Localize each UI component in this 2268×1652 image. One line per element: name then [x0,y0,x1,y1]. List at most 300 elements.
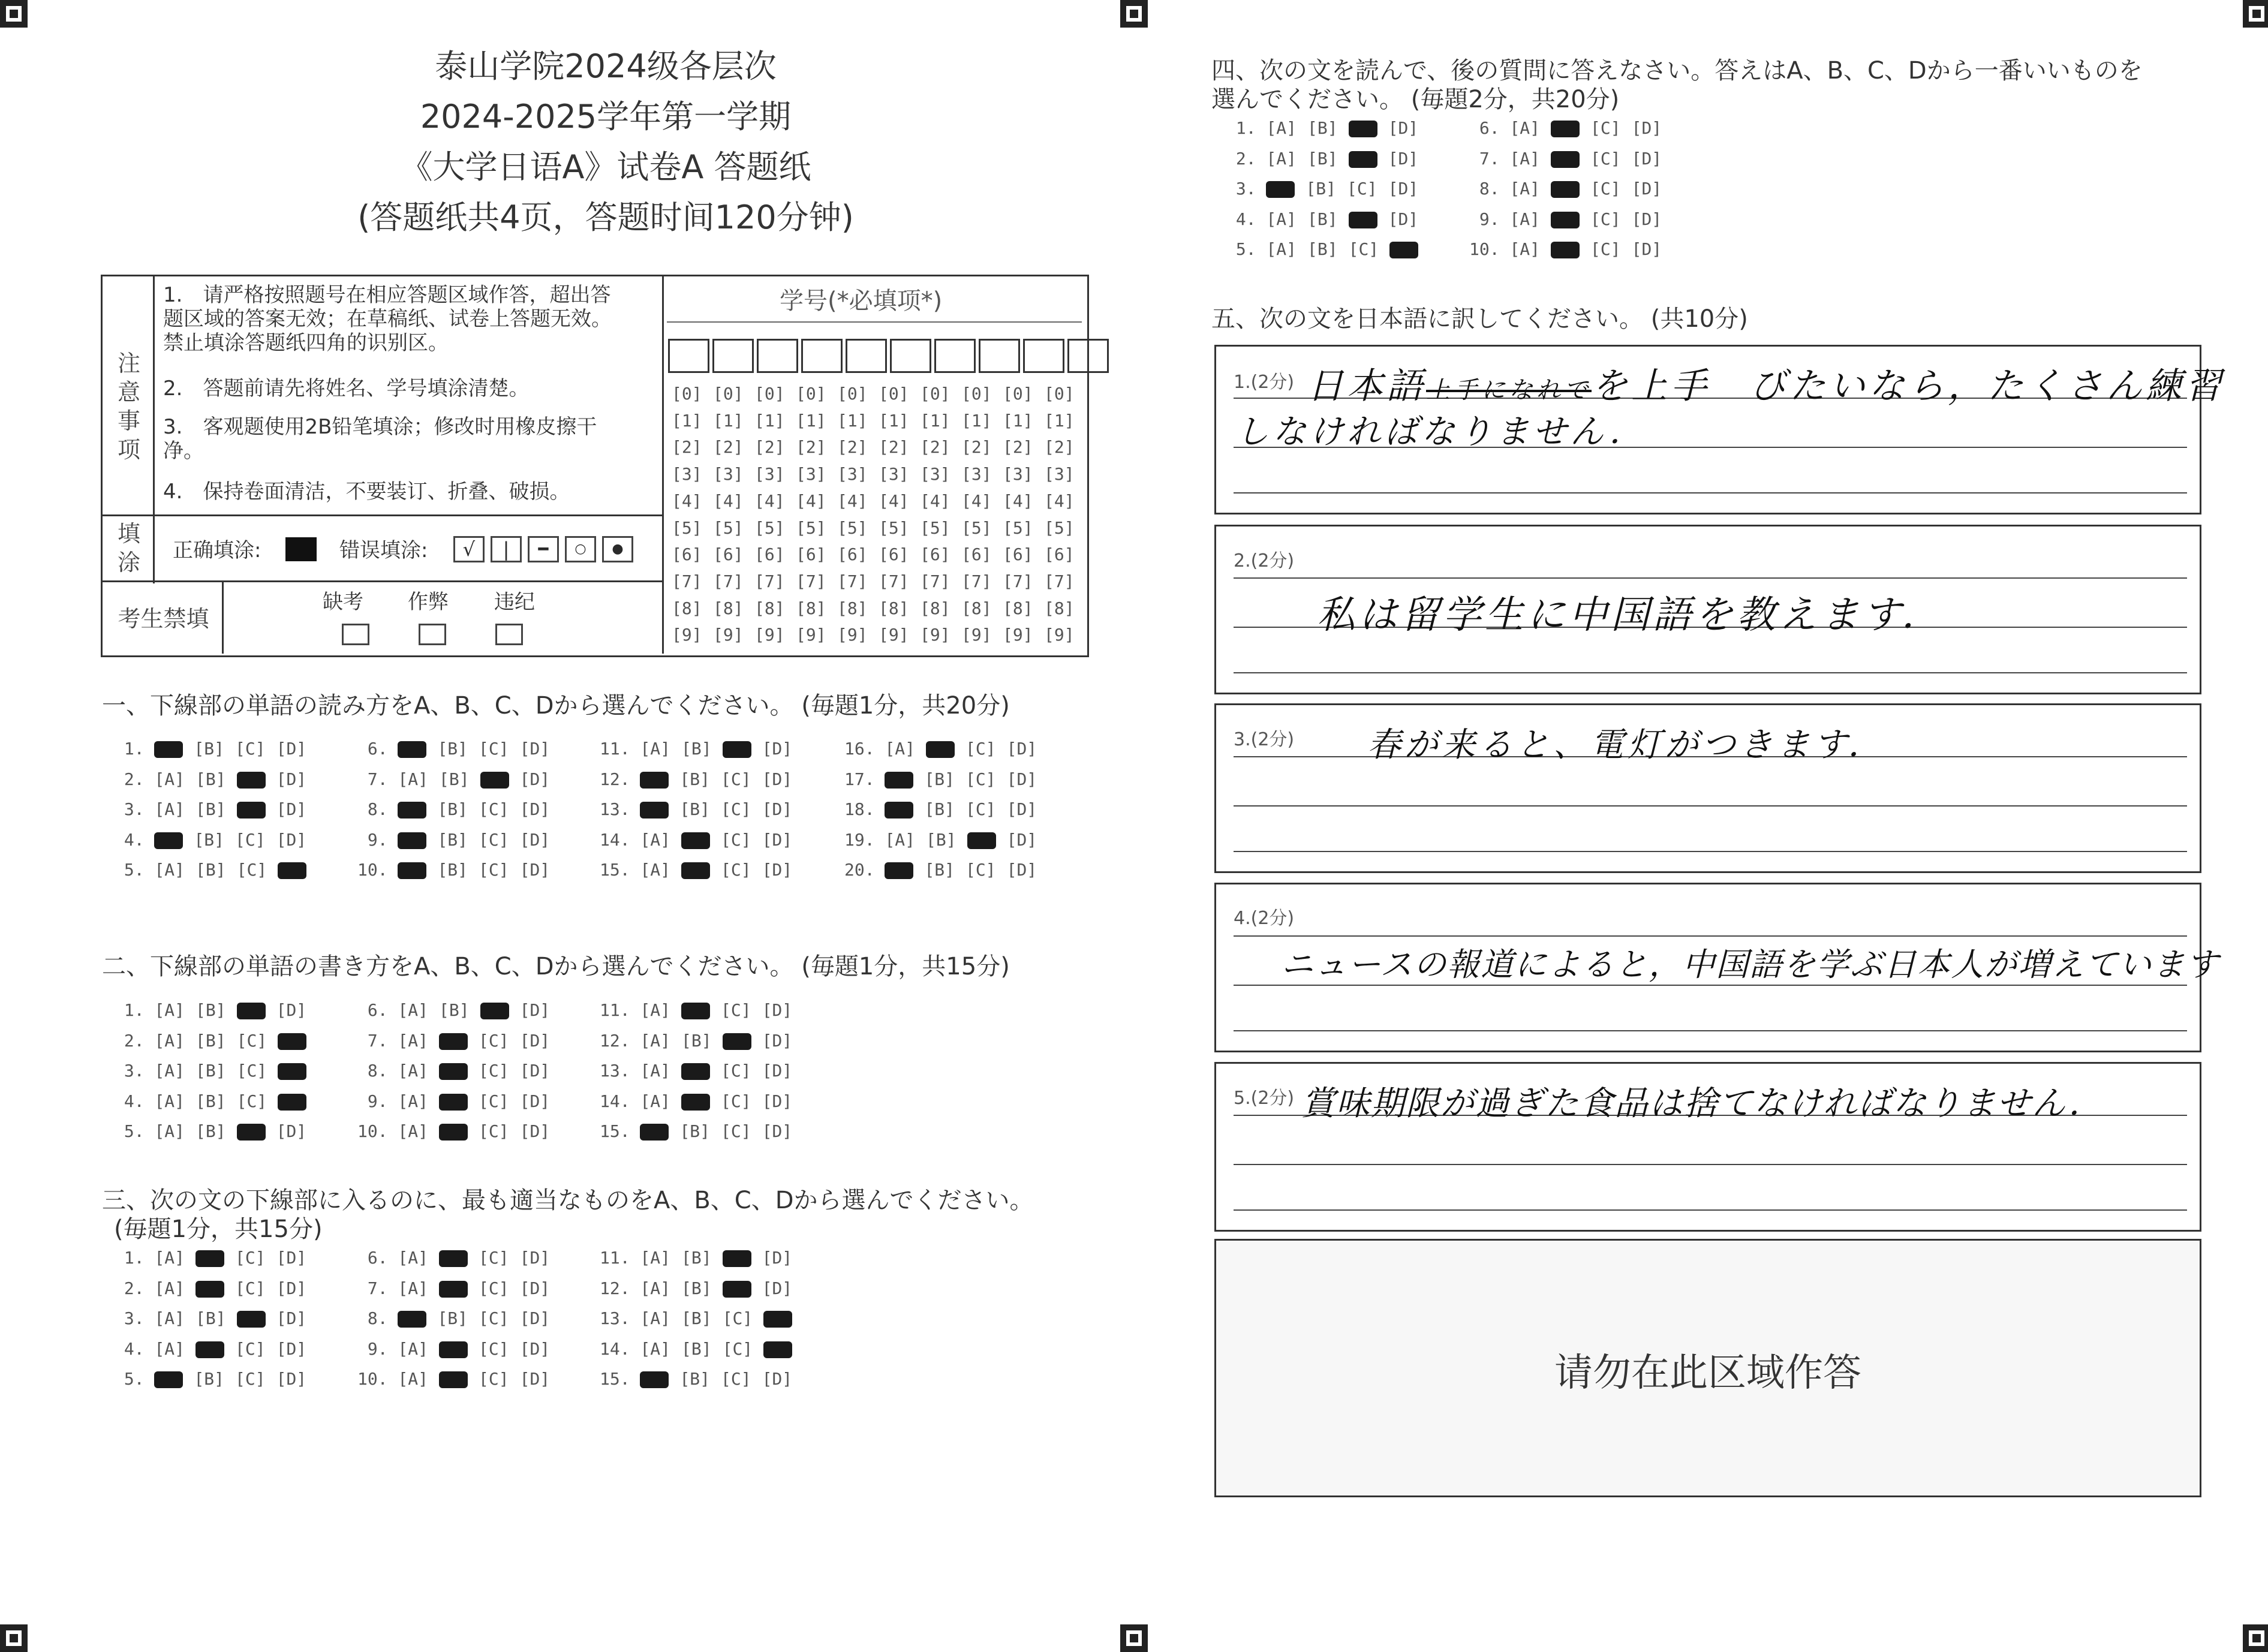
option-bubble[interactable]: [B] [195,1030,226,1051]
student-id-bubble[interactable]: [2] [920,437,950,458]
option-bubble[interactable]: [C] [721,829,751,850]
option-bubble[interactable]: [C] [235,739,266,759]
option-bubble[interactable]: [D] [762,1091,793,1111]
section3-question-7[interactable] [357,1278,561,1298]
student-id-bubble[interactable]: [3] [961,464,992,485]
option-bubble[interactable]: [C] [965,799,996,819]
section2-question-8[interactable] [357,1061,561,1081]
student-id-bubble[interactable]: [5] [961,517,992,538]
option-bubble[interactable]: [B] [437,860,468,880]
option-bubble[interactable]: [C] [479,739,509,759]
option-bubble[interactable]: [C] [965,860,996,880]
option-bubble[interactable]: [C] [479,1091,509,1111]
option-bubble[interactable]: [D] [519,1000,551,1020]
option-bubble[interactable]: [A] [398,769,429,789]
option-bubble[interactable]: [C] [1590,209,1621,229]
student-id-bubble[interactable]: [1] [879,410,909,431]
filled-bubble[interactable] [237,772,266,789]
option-bubble[interactable]: [D] [762,1248,793,1268]
option-bubble[interactable]: [D] [276,1338,307,1359]
filled-bubble[interactable] [398,862,426,879]
student-id-bubble[interactable]: [7] [672,571,702,591]
filled-bubble[interactable] [439,1124,468,1141]
option-bubble[interactable]: [A] [640,829,671,850]
filled-bubble[interactable] [237,802,266,819]
filled-bubble[interactable] [1551,242,1580,258]
student-id-bubble[interactable]: [0] [879,384,909,404]
option-bubble[interactable]: [B] [679,1369,711,1389]
section3-question-6[interactable] [357,1248,561,1268]
option-bubble[interactable]: [C] [965,739,996,759]
filled-bubble[interactable] [640,1371,669,1388]
student-id-bubble[interactable]: [8] [1003,598,1033,618]
student-id-bubble[interactable]: [0] [796,384,826,404]
option-bubble[interactable]: [B] [681,1030,712,1051]
option-bubble[interactable]: [B] [194,739,225,759]
option-bubble[interactable]: [C] [721,1369,751,1389]
student-id-bubble[interactable]: [9] [1044,625,1075,645]
option-bubble[interactable]: [B] [681,1308,712,1328]
filled-bubble[interactable] [195,1281,224,1298]
filled-bubble[interactable] [195,1341,224,1358]
option-bubble[interactable]: [D] [1388,148,1419,168]
filled-bubble[interactable] [398,802,426,819]
filled-bubble[interactable] [926,741,955,758]
section1-question-15[interactable] [600,860,803,880]
section2-question-7[interactable] [357,1031,561,1051]
student-id-bubble[interactable]: [3] [796,464,826,485]
student-id-bubble[interactable]: [4] [920,491,950,511]
option-bubble[interactable]: [B] [195,1091,226,1111]
option-bubble[interactable]: [C] [479,1030,509,1051]
option-bubble[interactable]: [B] [681,1248,712,1268]
option-bubble[interactable]: [A] [1266,148,1297,168]
filled-bubble[interactable] [681,1003,710,1019]
option-bubble[interactable]: [B] [1307,118,1338,138]
option-bubble[interactable]: [D] [276,1278,307,1298]
option-bubble[interactable]: [D] [1631,179,1662,198]
filled-bubble[interactable] [1349,151,1377,168]
section4-question-2[interactable] [1226,149,1429,168]
section4-question-4[interactable] [1226,209,1429,229]
option-bubble[interactable]: [C] [721,1121,751,1141]
student-id-bubble[interactable]: [0] [961,384,992,404]
option-bubble[interactable]: [D] [1006,799,1037,819]
option-bubble[interactable]: [D] [1006,829,1037,850]
filled-bubble[interactable] [681,1094,710,1111]
student-id-bubble[interactable]: [8] [672,598,702,618]
filled-bubble[interactable] [439,1250,468,1267]
filled-bubble[interactable] [763,1311,792,1328]
section1-question-18[interactable] [844,799,1048,819]
option-bubble[interactable]: [B] [681,739,712,759]
section3-question-9[interactable] [357,1339,561,1359]
student-id-bubble[interactable]: [6] [961,544,992,565]
section2-question-3[interactable] [114,1061,317,1081]
option-bubble[interactable]: [A] [640,1030,671,1051]
student-id-bubble[interactable]: [0] [837,384,868,404]
filled-bubble[interactable] [154,1371,183,1388]
option-bubble[interactable]: [C] [721,1000,751,1020]
option-bubble[interactable]: [D] [762,1030,793,1051]
option-bubble[interactable]: [B] [1306,179,1337,198]
filled-bubble[interactable] [1349,212,1377,228]
student-id-bubble[interactable]: [1] [796,410,826,431]
section1-question-11[interactable] [600,739,803,759]
student-id-bubble[interactable]: [7] [754,571,785,591]
section4-question-8[interactable] [1469,179,1673,198]
option-bubble[interactable]: [C] [1347,179,1377,198]
student-id-digit-row[interactable] [672,491,1085,511]
filled-bubble[interactable] [681,1063,710,1080]
option-bubble[interactable]: [C] [479,1278,509,1298]
option-bubble[interactable]: [D] [519,1121,551,1141]
option-bubble[interactable]: [D] [762,1000,793,1020]
student-id-bubble[interactable]: [2] [1044,437,1075,458]
option-bubble[interactable]: [B] [194,1369,225,1389]
student-id-bubble[interactable]: [7] [837,571,868,591]
student-id-bubble[interactable]: [5] [672,517,702,538]
student-id-bubble[interactable]: [6] [837,544,868,565]
filled-bubble[interactable] [640,802,669,819]
student-id-bubble[interactable]: [7] [879,571,909,591]
option-bubble[interactable]: [D] [519,829,551,850]
section4-question-7[interactable] [1469,149,1673,168]
section2-question-4[interactable] [114,1091,317,1111]
option-bubble[interactable]: [D] [519,799,551,819]
option-bubble[interactable]: [A] [154,1030,185,1051]
section3-question-8[interactable] [357,1308,561,1328]
section2-question-11[interactable] [600,1000,803,1020]
option-bubble[interactable]: [D] [1388,118,1419,138]
option-bubble[interactable]: [D] [1006,860,1037,880]
section3-question-10[interactable] [357,1369,561,1389]
student-id-bubble[interactable]: [1] [837,410,868,431]
filled-bubble[interactable] [278,862,306,879]
filled-bubble[interactable] [885,772,913,789]
section1-question-7[interactable] [357,769,561,789]
option-bubble[interactable]: [A] [640,1338,671,1359]
student-id-bubble[interactable]: [4] [1044,491,1075,511]
student-id-bubble[interactable]: [2] [879,437,909,458]
option-bubble[interactable]: [A] [398,1030,429,1051]
option-bubble[interactable]: [D] [762,1369,793,1389]
option-bubble[interactable]: [A] [640,1091,671,1111]
student-id-bubble[interactable]: [9] [754,625,785,645]
student-id-bubble[interactable]: [3] [754,464,785,485]
option-bubble[interactable]: [D] [519,1369,551,1389]
option-bubble[interactable]: [B] [681,1278,712,1298]
option-bubble[interactable]: [D] [519,1061,551,1081]
student-id-bubble[interactable]: [7] [1003,571,1033,591]
filled-bubble[interactable] [278,1063,306,1080]
section1-question-13[interactable] [600,799,803,819]
option-bubble[interactable]: [C] [721,799,751,819]
student-id-bubble[interactable]: [3] [879,464,909,485]
option-bubble[interactable]: [B] [195,1121,226,1141]
filled-bubble[interactable] [480,1003,509,1019]
option-bubble[interactable]: [D] [276,799,307,819]
option-bubble[interactable]: [C] [1590,148,1621,168]
filled-bubble[interactable] [439,1371,468,1388]
student-id-bubble[interactable]: [3] [920,464,950,485]
option-bubble[interactable]: [B] [195,1000,226,1020]
option-bubble[interactable]: [D] [762,829,793,850]
option-bubble[interactable]: [D] [1631,148,1662,168]
section1-question-6[interactable] [357,739,561,759]
option-bubble[interactable]: [D] [276,739,307,759]
section2-question-14[interactable] [600,1091,803,1111]
section2-question-1[interactable] [114,1000,317,1020]
option-bubble[interactable]: [B] [926,829,956,850]
option-bubble[interactable]: [C] [1348,239,1379,259]
student-id-bubble[interactable]: [9] [1003,625,1033,645]
option-bubble[interactable]: [D] [519,1308,551,1328]
filled-bubble[interactable] [681,832,710,849]
option-bubble[interactable]: [A] [154,1121,185,1141]
student-id-bubble[interactable]: [7] [1044,571,1075,591]
section1-question-19[interactable] [844,830,1048,850]
option-bubble[interactable]: [A] [640,1248,671,1268]
filled-bubble[interactable] [195,1250,224,1267]
filled-bubble[interactable] [1551,212,1580,228]
option-bubble[interactable]: [A] [154,799,185,819]
student-id-digit-row[interactable] [672,518,1085,538]
section2-question-6[interactable] [357,1000,561,1020]
option-bubble[interactable]: [A] [1509,179,1541,198]
option-bubble[interactable]: [A] [640,1278,671,1298]
option-bubble[interactable]: [D] [519,1278,551,1298]
option-bubble[interactable]: [C] [721,860,751,880]
student-id-bubble[interactable]: [2] [837,437,868,458]
option-bubble[interactable]: [A] [398,1121,429,1141]
student-id-bubble[interactable]: [2] [672,437,702,458]
option-bubble[interactable]: [D] [1388,209,1419,229]
absent-checkbox[interactable] [342,624,369,645]
cheat-checkbox[interactable] [419,624,446,645]
option-bubble[interactable]: [C] [479,860,509,880]
option-bubble[interactable]: [C] [479,829,509,850]
student-id-bubble[interactable]: [7] [796,571,826,591]
option-bubble[interactable]: [C] [479,1308,509,1328]
option-bubble[interactable]: [A] [640,739,671,759]
student-id-bubble[interactable]: [0] [713,384,744,404]
student-id-bubble[interactable]: [8] [713,598,744,618]
filled-bubble[interactable] [439,1033,468,1050]
student-id-bubble[interactable]: [1] [672,410,702,431]
option-bubble[interactable]: [A] [154,1248,185,1268]
option-bubble[interactable]: [A] [398,1278,429,1298]
option-bubble[interactable]: [C] [479,1061,509,1081]
student-id-bubble[interactable]: [8] [754,598,785,618]
filled-bubble[interactable] [1266,181,1295,198]
filled-bubble[interactable] [885,802,913,819]
option-bubble[interactable]: [C] [479,799,509,819]
option-bubble[interactable]: [C] [1590,239,1621,259]
violation-checkbox[interactable] [495,624,523,645]
option-bubble[interactable]: [B] [681,1338,712,1359]
section1-question-16[interactable] [844,739,1048,759]
option-bubble[interactable]: [A] [154,1000,185,1020]
student-id-bubble[interactable]: [3] [672,464,702,485]
option-bubble[interactable]: [D] [762,1061,793,1081]
option-bubble[interactable]: [C] [235,1278,266,1298]
option-bubble[interactable]: [D] [519,1248,551,1268]
student-id-bubble[interactable]: [9] [713,625,744,645]
option-bubble[interactable]: [D] [1388,179,1419,198]
student-id-cells[interactable] [668,339,1112,373]
option-bubble[interactable]: [B] [195,860,226,880]
option-bubble[interactable]: [D] [762,1278,793,1298]
option-bubble[interactable]: [D] [762,860,793,880]
option-bubble[interactable]: [B] [1307,148,1338,168]
student-id-bubble[interactable]: [5] [920,517,950,538]
section3-question-14[interactable] [600,1339,803,1359]
filled-bubble[interactable] [480,772,509,789]
student-id-bubble[interactable]: [6] [796,544,826,565]
option-bubble[interactable]: [C] [479,1338,509,1359]
option-bubble[interactable]: [D] [519,1091,551,1111]
student-id-bubble[interactable]: [4] [796,491,826,511]
student-id-bubble[interactable]: [8] [796,598,826,618]
section1-question-10[interactable] [357,860,561,880]
option-bubble[interactable]: [B] [195,769,226,789]
option-bubble[interactable]: [D] [276,1121,307,1141]
filled-bubble[interactable] [1349,121,1377,137]
filled-bubble[interactable] [398,741,426,758]
section4-question-9[interactable] [1469,209,1673,229]
student-id-bubble[interactable]: [6] [713,544,744,565]
option-bubble[interactable]: [B] [194,829,225,850]
section1-question-2[interactable] [114,769,317,789]
option-bubble[interactable]: [C] [721,1091,751,1111]
filled-bubble[interactable] [763,1341,792,1358]
student-id-bubble[interactable]: [6] [672,544,702,565]
option-bubble[interactable]: [C] [235,1248,266,1268]
option-bubble[interactable]: [C] [479,1248,509,1268]
option-bubble[interactable]: [A] [1266,118,1297,138]
option-bubble[interactable]: [C] [479,1121,509,1141]
filled-bubble[interactable] [439,1063,468,1080]
student-id-bubble[interactable]: [5] [1003,517,1033,538]
student-id-bubble[interactable]: [2] [1003,437,1033,458]
option-bubble[interactable]: [D] [1631,118,1662,138]
section2-question-15[interactable] [600,1121,803,1141]
student-id-digit-row[interactable] [672,598,1085,618]
student-id-bubble[interactable]: [7] [920,571,950,591]
filled-bubble[interactable] [1551,121,1580,137]
option-bubble[interactable]: [A] [640,1000,671,1020]
option-bubble[interactable]: [A] [398,1338,429,1359]
option-bubble[interactable]: [A] [398,1061,429,1081]
student-id-bubble[interactable]: [5] [879,517,909,538]
section3-question-1[interactable] [114,1248,317,1268]
option-bubble[interactable]: [A] [398,1091,429,1111]
student-id-bubble[interactable]: [5] [1044,517,1075,538]
option-bubble[interactable]: [A] [1266,209,1297,229]
student-id-digit-row[interactable] [672,625,1085,645]
option-bubble[interactable]: [D] [276,769,307,789]
student-id-bubble[interactable]: [2] [713,437,744,458]
section1-question-1[interactable] [114,739,317,759]
section1-question-9[interactable] [357,830,561,850]
option-bubble[interactable]: [A] [398,1369,429,1389]
student-id-bubble[interactable]: [6] [754,544,785,565]
option-bubble[interactable]: [A] [1509,239,1541,259]
student-id-bubble[interactable]: [8] [879,598,909,618]
filled-bubble[interactable] [681,862,710,879]
option-bubble[interactable]: [A] [640,1061,671,1081]
student-id-bubble[interactable]: [0] [672,384,702,404]
option-bubble[interactable]: [B] [437,799,468,819]
section3-question-3[interactable] [114,1308,317,1328]
option-bubble[interactable]: [D] [276,829,307,850]
filled-bubble[interactable] [1551,151,1580,168]
student-id-bubble[interactable]: [6] [1003,544,1033,565]
filled-bubble[interactable] [278,1094,306,1111]
option-bubble[interactable]: [A] [1266,239,1297,259]
option-bubble[interactable]: [D] [276,1000,307,1020]
student-id-bubble[interactable]: [4] [961,491,992,511]
student-id-bubble[interactable]: [8] [1044,598,1075,618]
option-bubble[interactable]: [D] [519,860,551,880]
option-bubble[interactable]: [C] [236,1061,267,1081]
student-id-bubble[interactable]: [4] [837,491,868,511]
option-bubble[interactable]: [B] [679,799,711,819]
filled-bubble[interactable] [154,832,183,849]
section3-question-11[interactable] [600,1248,803,1268]
section1-question-12[interactable] [600,769,803,789]
student-id-bubble[interactable]: [8] [961,598,992,618]
option-bubble[interactable]: [B] [439,769,470,789]
option-bubble[interactable]: [D] [762,799,793,819]
student-id-bubble[interactable]: [8] [837,598,868,618]
student-id-bubble[interactable]: [6] [1044,544,1075,565]
filled-bubble[interactable] [640,1124,669,1141]
filled-bubble[interactable] [723,1281,751,1298]
section4-question-1[interactable] [1226,118,1429,138]
filled-bubble[interactable] [439,1341,468,1358]
student-id-bubble[interactable]: [3] [1003,464,1033,485]
student-id-bubble[interactable]: [5] [754,517,785,538]
option-bubble[interactable]: [D] [762,769,793,789]
student-id-bubble[interactable]: [0] [1044,384,1075,404]
option-bubble[interactable]: [A] [154,1308,185,1328]
section4-question-10[interactable] [1469,239,1673,259]
option-bubble[interactable]: [B] [924,769,955,789]
section3-question-15[interactable] [600,1369,803,1389]
student-id-bubble[interactable]: [4] [1003,491,1033,511]
filled-bubble[interactable] [439,1094,468,1111]
filled-bubble[interactable] [278,1033,306,1050]
section2-question-13[interactable] [600,1061,803,1081]
section3-question-12[interactable] [600,1278,803,1298]
option-bubble[interactable]: [B] [195,799,226,819]
filled-bubble[interactable] [1551,181,1580,198]
option-bubble[interactable]: [C] [235,829,266,850]
option-bubble[interactable]: [A] [154,860,185,880]
option-bubble[interactable]: [C] [479,1369,509,1389]
option-bubble[interactable]: [B] [679,1121,711,1141]
student-id-bubble[interactable]: [8] [920,598,950,618]
option-bubble[interactable]: [B] [1307,209,1338,229]
option-bubble[interactable]: [A] [1509,209,1541,229]
section3-question-4[interactable] [114,1339,317,1359]
student-id-bubble[interactable]: [4] [713,491,744,511]
option-bubble[interactable]: [D] [519,739,551,759]
option-bubble[interactable]: [B] [1307,239,1338,259]
filled-bubble[interactable] [237,1311,266,1328]
